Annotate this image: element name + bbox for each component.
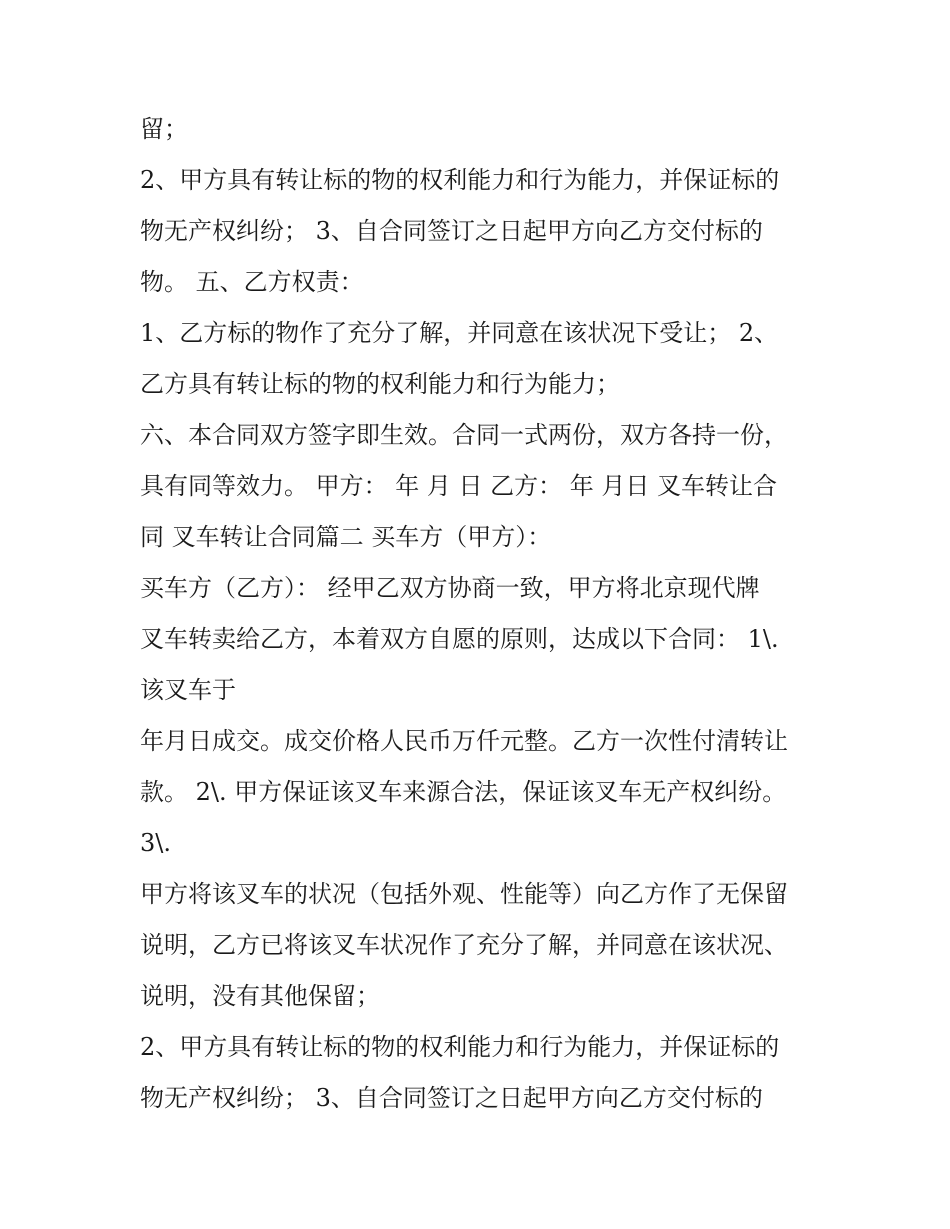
- contract-text: [140, 104, 830, 1124]
- text-line: 同 叉车转让合同篇二 买车方（甲方）：: [140, 523, 552, 551]
- text-line: 买车方（乙方）： 经甲乙双方协商一致，甲方将北京现代牌: [140, 574, 760, 602]
- text-line: 2、甲方具有转让标的物的权利能力和行为能力，并保证标的: [140, 1033, 780, 1061]
- text-line: 1、乙方标的物作了充分了解，并同意在该状况下受让； 2、: [140, 319, 779, 347]
- text-line: 具有同等效力。 甲方： 年 月 日 乙方： 年 月日 叉车转让合: [140, 472, 778, 500]
- text-line: 叉车转卖给乙方，本着双方自愿的原则，达成以下合同： 1\.: [140, 625, 779, 653]
- text-line: 物无产权纠纷； 3、自合同签订之日起甲方向乙方交付标的: [140, 1084, 763, 1112]
- text-line: 物无产权纠纷； 3、自合同签订之日起甲方向乙方交付标的: [140, 217, 763, 245]
- text-line: 留；: [140, 115, 188, 143]
- text-line: 说明，没有其他保留；: [140, 982, 380, 1010]
- text-line: 年月日成交。成交价格人民币万仟元整。乙方一次性付清转让: [140, 727, 788, 755]
- text-line: 说明，乙方已将该叉车状况作了充分了解，并同意在该状况、: [140, 931, 788, 959]
- text-line: 六、本合同双方签字即生效。合同一式两份，双方各持一份，: [140, 421, 788, 449]
- text-line: 款。 2\. 甲方保证该叉车来源合法，保证该叉车无产权纠纷。: [140, 778, 787, 806]
- text-line: 该叉车于: [140, 676, 236, 704]
- text-line: 物。 五、乙方权责：: [140, 268, 364, 296]
- text-line: 3\.: [140, 829, 171, 857]
- text-line: 乙方具有转让标的物的权利能力和行为能力；: [140, 370, 620, 398]
- text-line: 2、甲方具有转让标的物的权利能力和行为能力，并保证标的: [140, 166, 780, 194]
- text-line: 甲方将该叉车的状况（包括外观、性能等）向乙方作了无保留: [140, 880, 788, 908]
